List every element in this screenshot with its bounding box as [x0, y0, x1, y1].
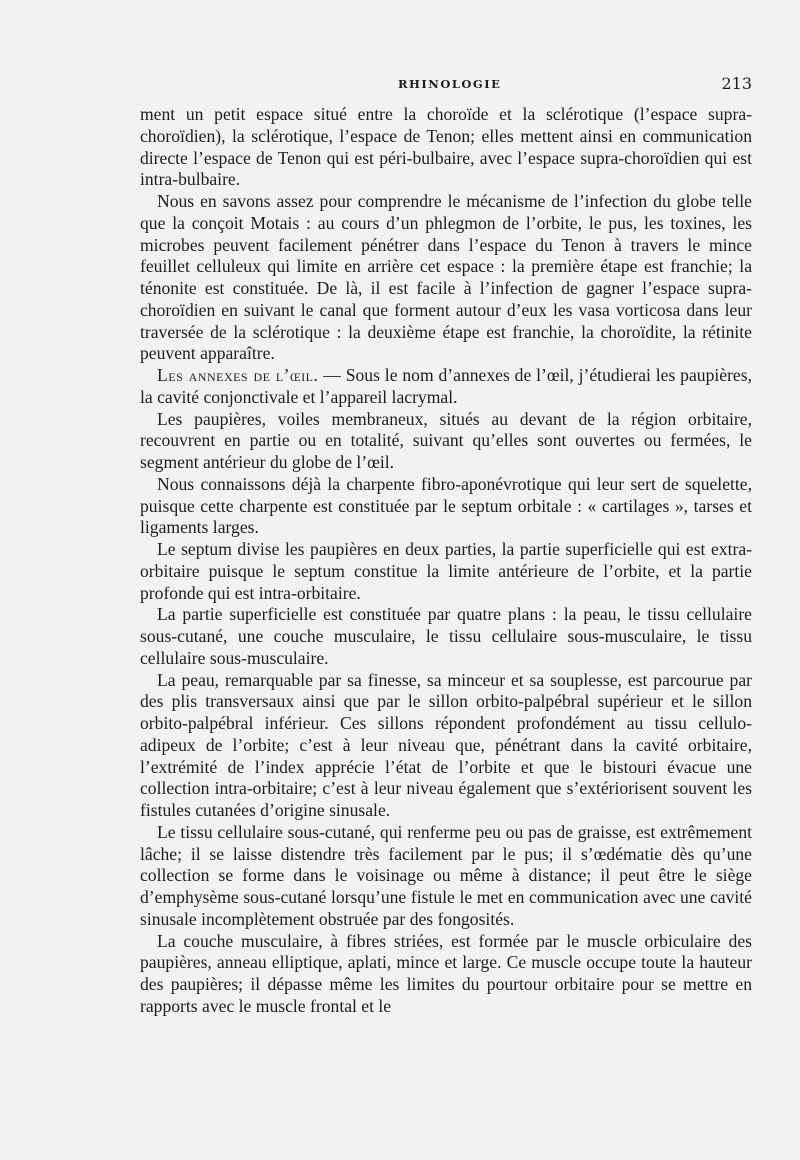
paragraph-peau: La peau, remarquable par sa finesse, sa minceur et sa souplesse, est parcourue par des plis transversaux ainsi que par le sillon orbito-palpébral supérieur et le sillon orbito-palpébral inférieur. Ces sillons répondent profondément au tissu cellulo-adipeux de l’orbite; c’est à leur niveau que, pénétrant dans la cavité orbitaire, l’extrémité de l’index apprécie l’état de l’orbite et que le bistouri évacue une collection intra-orbitaire; c’est à leur niveau également que s’extériorisent souvent les fistules cutanées d’origine sinusale. — [140, 669, 752, 820]
page-number: 213 — [721, 74, 752, 93]
paragraph-couche-musculaire: La couche musculaire, à fibres striées, est formée par le muscle orbiculaire des paupières, anneau elliptique, aplati, mince et large. Ce muscle occupe toute la hauteur des paupières; il dépasse même les limites du pourtour orbitaire pour se mettre en rapports avec le muscle frontal et le — [140, 930, 752, 1016]
section-heading-annexes: Les annexes de l’œil. — [157, 365, 319, 385]
paragraph-annexes — [140, 365, 752, 409]
paragraph-motais: Nous en savons assez pour comprendre le mécanisme de l’infection du globe telle que la conçoit Motais : au cours d’un phlegmon de l’orbite, le pus, les toxines, les microbes peuvent facilement pénétrer dans l’espace du Tenon à travers le mince feuillet celluleux qui limite en arrière cet espace : la première étape est franchie; la ténonite est constituée. De là, il est facile à l’infection de gagner l’espace supra-choroïdien en suivant le canal que forment autour d’eux les vasa vorticosa dans leur traversée de la sclérotique : la deuxième étape est franchie, la choroïdite, la rétinite peuvent apparaître. — [140, 191, 752, 364]
paragraph-continuation: ment un petit espace situé entre la choroïde et la sclérotique (l’espace supra-choroïdien), la sclérotique, l’espace de Tenon; elles mettent ainsi en communication directe l’espace de Tenon qui est péri-bulbaire, avec l’espace supra-choroïdien qui est intra-bulbaire. — [140, 104, 752, 190]
paragraph-charpente: Nous connaissons déjà la charpente fibro-aponévrotique qui leur sert de squelette, puisque cette charpente est constituée par le septum orbitale : « cartilages », tarses et ligaments larges. — [140, 473, 752, 538]
paragraph-paupieres: Les paupières, voiles membraneux, situés au devant de la région orbitaire, recouvrent en partie ou en totalité, suivant qu’elles sont ouvertes ou fermées, le segment antérieur du globe de l’œil. — [140, 408, 752, 472]
paragraph-annexes-text: — Sous le nom d’annexes de l’œil, j’étudierai les paupières, la cavité conjonctivale et l’appareil lacrymal. — [140, 365, 752, 407]
paragraph-partie-superficielle: La partie superficielle est constituée par quatre plans : la peau, le tissu cellulaire sous-cutané, une couche musculaire, le tissu cellulaire sous-musculaire, le tissu cellulaire sous-musculaire. — [140, 604, 752, 668]
running-title: RHINOLOGIE — [398, 77, 502, 91]
paragraph-tissu-cellulaire: Le tissu cellulaire sous-cutané, qui renferme peu ou pas de graisse, est extrêmement lâche; il se laisse distendre très facilement par le pus; il s’œdématie dès qu’une collection se forme dans le voisinage ou même à distance; il peut être le siège d’emphysème sous-cutané lorsqu’une fistule le met en communication avec une cavité sinusale incomplètement obstruée par des fongosités. — [140, 821, 752, 929]
body-text — [140, 104, 752, 1018]
paragraph-septum: Le septum divise les paupières en deux parties, la partie superficielle qui est extra-orbitaire puisque le septum constitue la limite antérieure de l’orbite, et la partie profonde qui est intra-orbitaire. — [140, 539, 752, 603]
running-head — [140, 74, 752, 98]
